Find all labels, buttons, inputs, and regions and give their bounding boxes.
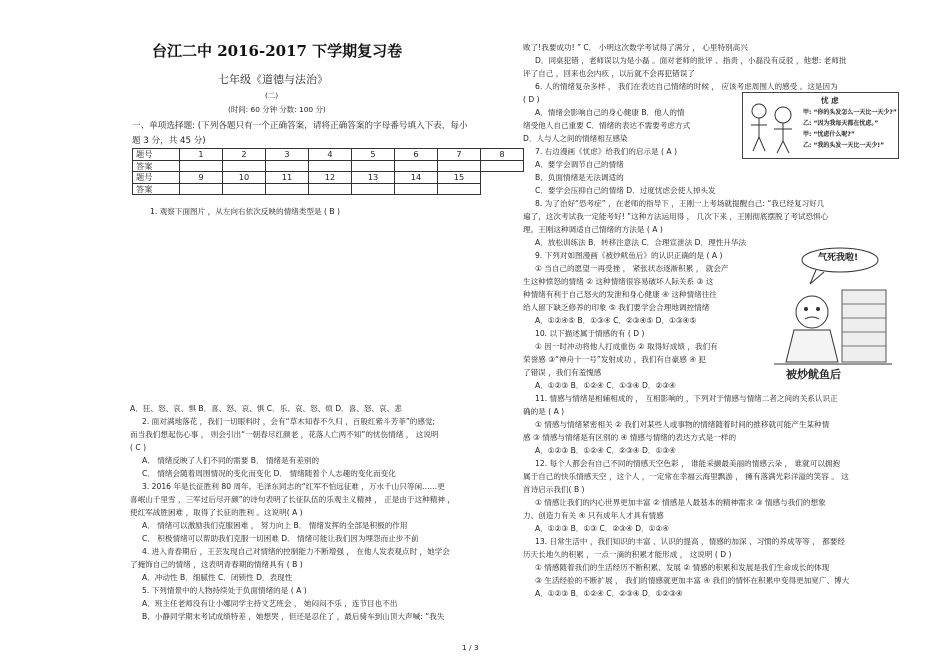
- answer-cell[interactable]: [223, 160, 266, 172]
- cartoon-worry-line: 乙: “因为我每天都在忧虑。”: [803, 120, 879, 127]
- question-11-answer: 确的是 ( A ): [523, 407, 565, 416]
- q11-item-2: 感 ③ 情感与情绪是有区别的 ④ 情感与情绪的表达方式是一样的: [523, 433, 737, 442]
- q1-options: A．狂、怒、哀、惧 B．喜、怒、哀、惧 C．乐、哀、怒、烦 D．喜、怒、哀、悲: [130, 404, 402, 413]
- question-6: 6. 人的情绪复杂多样 ， 我们在表达自己情绪的时候 ， 应该考虑周围人的感受 。这是因为: [535, 82, 838, 91]
- table-cell: 15: [438, 172, 481, 184]
- answer-cell[interactable]: [352, 183, 395, 195]
- question-2: 2. 面对满地落花 ，我们一切眼料时 ，会有“草木知春不久归 ，百般红紫斗芳菲”的感觉;: [142, 417, 436, 426]
- answer-table: [132, 148, 524, 195]
- question-12: 12. 每个人都会有自己不同的情感天空色彩 ， 谁能采撷最美丽的情感云朵 ， 谁就可以拥抱: [535, 459, 841, 468]
- q10-options: A．①②③ B．①②④ C．①③④ D．②③④: [535, 381, 676, 390]
- question-6-answer: ( D ): [523, 95, 540, 104]
- answer-cell[interactable]: [352, 160, 395, 172]
- table-row: [133, 183, 524, 195]
- question-13-cont: 历天长地久的积累 ，一点一滴的积累才能形成 ， 这说明 ( D ): [523, 550, 732, 559]
- question-12-answer: 首诗启示我们( B ): [523, 485, 585, 494]
- question-8-cont: 遍了，这次考试我一定能考好! ”这种方法运用得 ， 几次下来 ，王刚彻底摆脱了考试恐惧心: [523, 212, 829, 221]
- table-cell: 5: [352, 149, 395, 161]
- q5-option-d: D．同桌犯错 ，老师误以为是小磊 。面对老师的批评 、指责 ，小磊没有反驳 ，他想: 老师批: [535, 56, 847, 65]
- answer-cell[interactable]: [266, 183, 309, 195]
- question-13: 13. 日常生活中 ，我们知识的丰富 、认识的提高 ，情感的加深 、习惯的养成等等 ， 都要经: [535, 537, 845, 546]
- answer-cell[interactable]: [438, 183, 481, 195]
- table-cell: 12: [309, 172, 352, 184]
- table-cell: 10: [223, 172, 266, 184]
- time-info: (时间: 60 分钟 分数: 100 分): [228, 105, 326, 114]
- answer-cell[interactable]: [309, 183, 352, 195]
- q3-option-ab: A． 情绪可以激励我们克服困难 ， 努力向上 B． 情绪发挥的全部是积极的作用: [142, 521, 408, 530]
- q12-item-2: 力、创造力有关 ④ 只有成年人才具有情感: [523, 511, 664, 520]
- q10-item-1: ① 因一时冲动将他人打成重伤 ② 取得好成绩 ，我们有: [535, 342, 718, 351]
- answer-cell[interactable]: [266, 160, 309, 172]
- cartoon-worry-line: 甲: “忧虑什么呢?”: [803, 131, 855, 138]
- q13-item-2: ③ 生活经验的不断扩展 ， 我们的情感就更加丰富 ④ 我们的情怀在积累中变得更加宽广、博大: [535, 576, 850, 585]
- table-cell-label: 题号: [133, 149, 180, 161]
- q9-item-1: ① 当自己的愿望一再受挫 ， 紧张状态逐渐积累 ， 就会产: [535, 264, 729, 273]
- q11-options: A．①②③ B．①②④ C．②③④ D．①③④: [535, 446, 676, 455]
- answer-cell[interactable]: [180, 160, 223, 172]
- q2-option-ab: A． 情绪反映了人们不同的需要 B． 情绪是有差别的: [142, 456, 320, 465]
- q6-option-bc: 绪受他人自己重要 C．情绪的表达不需要考虑方式: [523, 121, 691, 130]
- table-cell: 2: [223, 149, 266, 161]
- table-cell: 14: [395, 172, 438, 184]
- q7-option-a: A．要学会调节自己的情绪: [535, 160, 624, 169]
- question-9: 9. 下列对如图漫画《被炒鱿鱼后》的认识正确的是 ( A ): [535, 251, 723, 260]
- table-cell-label: 题号: [133, 172, 180, 184]
- question-2-answer: ( C ): [130, 443, 147, 452]
- question-2-cont: 而当我们想起伤心事 ， 则会引出“一朝春尽红颜老 ，花落人亡两不知”的忧伤情绪 ， 这说明: [130, 430, 439, 439]
- question-8-cont2: 理。王刚这种调适自己情绪的方法是 ( A ): [523, 225, 663, 234]
- table-cell: 8: [481, 149, 524, 161]
- table-cell: 7: [438, 149, 481, 161]
- cartoon-fired: [772, 244, 896, 384]
- empty-cell: [481, 172, 524, 184]
- q5-option-a: A．班主任老师没有让小娜同学主持文艺班会 ， 她闷闷不乐 ，连节目也不出: [142, 599, 398, 608]
- table-row: [133, 160, 524, 172]
- q8-options: A．放松训练法 B．转移注意法 C．合理宣泄法 D．理性升华法: [535, 238, 747, 247]
- q5-option-bc: 败了!我要成功! ” C． 小明这次数学考试得了满分 ， 心里特别高兴: [523, 43, 748, 52]
- q2-option-cd: C． 情绪会随着周围情况的变化而变化 D． 情绪随着个人志趣的变化而变化: [142, 469, 396, 478]
- answer-cell[interactable]: [438, 160, 481, 172]
- question-3: 3. 2016 年是长征胜利 80 周年。毛泽东同志的“红军不怕远征难 ，万水千山只等闲……更: [142, 482, 445, 491]
- table-cell: 4: [309, 149, 352, 161]
- part-number: (二): [265, 91, 279, 100]
- table-cell-label: 答案: [133, 160, 180, 172]
- q9-item-3: 种情绪有利于自己怒火的发泄和身心健康 ④ 这种情绪往往: [523, 290, 717, 299]
- section-heading: 一、单项选择题: (下列各题只有一个正确答案，请将正确答案的字母番号填入下表，每小: [132, 121, 468, 131]
- cartoon-worry: [742, 92, 899, 159]
- answer-cell[interactable]: [395, 183, 438, 195]
- page-number: 1 / 3: [462, 643, 479, 652]
- q12-options: A．①②③ B．①③ C．②③④ D．①②④: [535, 524, 670, 533]
- q5-option-d-cont: 评了自己 ，回来也会内疚 ，以后就不会再犯错误了: [523, 69, 695, 78]
- question-12-cont: 属于自己的快乐情感天空 ，这个人 ，一定常在幸福云海里飘游 ， 擁有落满光彩洋溢的笑容 。 这: [523, 472, 849, 481]
- question-3-cont2: 使红军战胜困难 ，取得了长征的胜利 。这说明( A ): [130, 508, 303, 517]
- question-1: 1. 观察下面图片 ，从左向右依次反映的情绪类型是 ( B ): [150, 207, 340, 216]
- table-cell: 1: [180, 149, 223, 161]
- q13-options: A．①②③ B．①②④ C．②③④ D．①②③④: [535, 589, 683, 598]
- cartoon-worry-title: 忧 虑: [821, 96, 839, 105]
- q10-item-2: 荣誉感 ③“神舟十一号”发射成功 ，我们有自豪感 ④ 犯: [523, 355, 707, 364]
- page-title: 台江二中 2016-2017 下学期复习卷: [152, 42, 403, 60]
- q13-item-1: ① 情感随着我们的生活经历不断积累、发展 ② 情感的积累和发展是我们生命成长的体现: [535, 563, 830, 572]
- q9-item-4: 给人留下缺乏修养的印象 ⑤ 我们要学会合理地调控情绪: [523, 303, 710, 312]
- question-7: 7. 右边漫画《忧虑》给我们的启示是 ( A ): [535, 147, 677, 156]
- cartoon-fired-speech: 气死我啦!: [818, 253, 859, 263]
- table-cell: 13: [352, 172, 395, 184]
- answer-cell[interactable]: [309, 160, 352, 172]
- cartoon-worry-line: 甲: “你的头发怎么一天比一天少?”: [803, 109, 897, 116]
- empty-cell: [481, 183, 524, 195]
- q10-item-3: 了错误 ，我们有羞愧感: [523, 368, 602, 377]
- question-4-cont: 了掩饰自己的情绪 ，这表明青春期的情绪具有 ( B ): [130, 560, 303, 569]
- question-5: 5. 下列情景中的人物持续处于负面情绪的是 ( A ): [142, 586, 307, 595]
- table-row: [133, 149, 524, 161]
- section-heading-cont: 题 3 分，共 45 分): [132, 136, 206, 146]
- q4-options: A．冲动性 B．细腻性 C．闭锁性 D．表现性: [142, 573, 293, 582]
- table-cell: 3: [266, 149, 309, 161]
- cartoon-worry-line: 乙: “我的头发一天比一天少!”: [803, 142, 885, 149]
- question-4: 4. 进入青春期后 ，王芸发现自己对情绪的控制能力不断增强 ， 在他人发表观点时 ，她学会: [142, 547, 450, 556]
- answer-cell[interactable]: [395, 160, 438, 172]
- cartoon-fired-caption: 被炒鱿鱼后: [786, 368, 841, 381]
- table-cell: 6: [395, 149, 438, 161]
- q6-option-ab: A．情绪会影响自己的身心健康 B．他人的情: [535, 108, 685, 117]
- table-cell-label: 答案: [133, 183, 180, 195]
- question-3-cont: 喜岷山千里雪 ，三军过后尽开颜”的诗句表明了长征队伍的乐观主义精神 ， 正是由于这种精神 ，: [130, 495, 455, 504]
- q3-option-cd: C． 积极情绪可以帮助我们克服一切困难 D． 情绪可能让我们因为埋怨而止步不前: [142, 534, 419, 543]
- answer-cell[interactable]: [223, 183, 266, 195]
- q9-item-2: 生这种愤怒的情绪 ② 这种情绪很容易破坏人际关系 ③ 这: [523, 277, 714, 286]
- q5-option-b: B．小静同学期末考试成绩特差 ，她想哭 ，但还是忍住了 ，最后骑车到山顶大声喊: “我失: [142, 612, 445, 621]
- q12-item-1: ① 情感让我们的内心世界更加丰富 ② 情感是人最基本的精神需求 ③ 情感与我们的想象: [535, 498, 826, 507]
- q11-item-1: ① 情感与情绪紧密相关 ② 我们对某些人或事物的情绪随着时间的推移就可能产生某种情: [535, 420, 830, 429]
- q7-option-b: B．负面情绪是无法调适的: [535, 173, 624, 182]
- question-8: 8. 为了治好“恐考症” ，在老师的指导下 ，王刚一上考场就提醒自己: “我已经复习好几: [535, 199, 825, 208]
- table-row: [133, 172, 524, 184]
- table-cell: 11: [266, 172, 309, 184]
- q6-option-d: D．人与人之间的情绪相互感染: [523, 134, 628, 143]
- table-cell: 9: [180, 172, 223, 184]
- answer-cell[interactable]: [481, 160, 524, 172]
- answer-cell[interactable]: [180, 183, 223, 195]
- q9-options: A．①②④⑤ B．①③④ C．②③④⑤ D．①③④⑤: [535, 316, 697, 325]
- question-10: 10. 以下描述属于情感的有 ( D ): [535, 329, 645, 338]
- q7-option-cd: C．要学会压抑自己的情绪 D．过度忧虑会使人掉头发: [535, 186, 716, 195]
- question-11: 11. 情感与情绪是相辅相成的 ， 互相影响的 ，下列对于情感与情绪二者之间的关系认识正: [535, 394, 838, 403]
- cartoon-fired-drawing: [772, 244, 896, 384]
- page-subtitle: 七年级《道德与法治》: [218, 73, 328, 86]
